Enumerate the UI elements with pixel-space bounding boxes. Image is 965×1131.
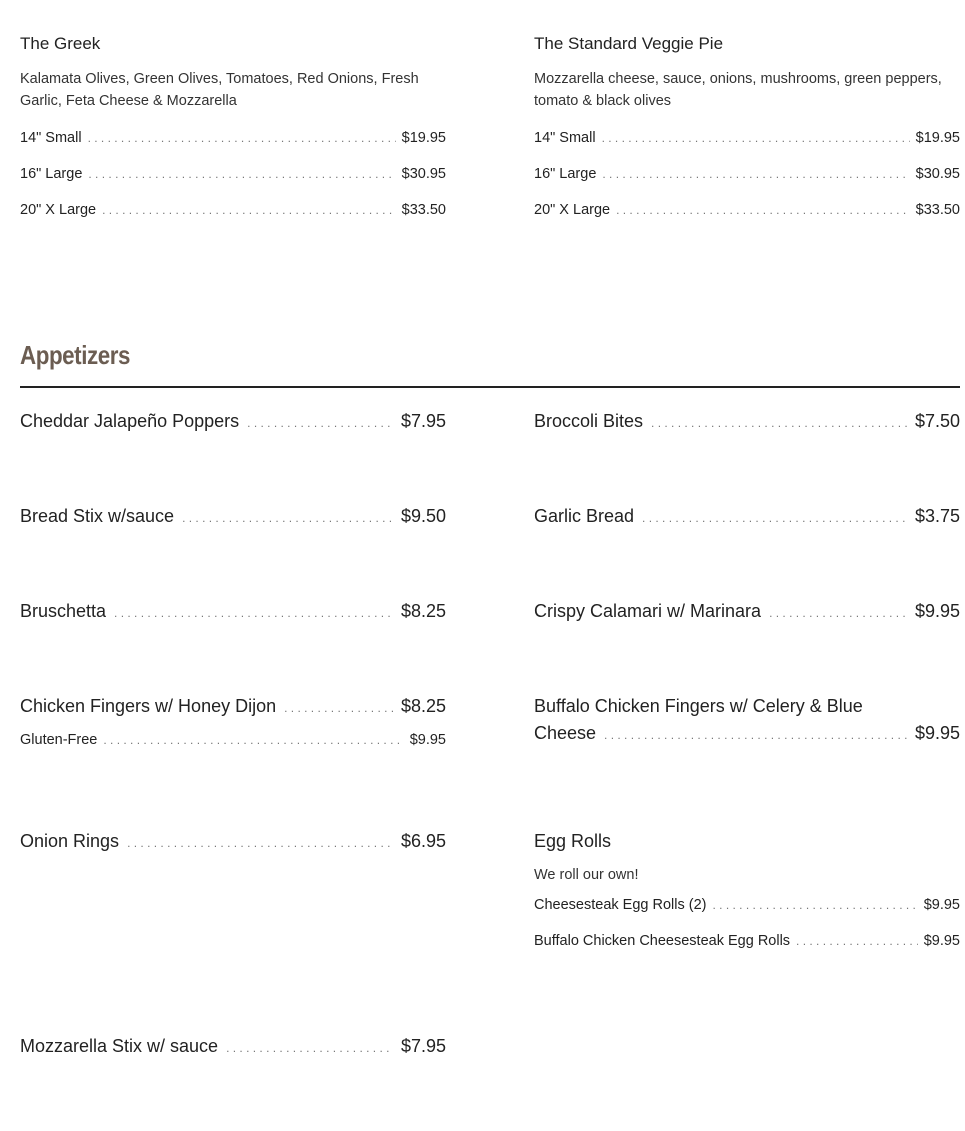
appetizer-price: $9.95 [914, 601, 960, 621]
size-label: 16" Large [20, 166, 83, 182]
size-row [20, 156, 446, 192]
dot-leader [651, 410, 907, 437]
appetizer-name: Egg Rolls [534, 831, 612, 851]
size-row [534, 120, 960, 156]
appetizer-price: $7.95 [400, 411, 446, 431]
appetizer-name: Crispy Calamari w/ Marinara [534, 601, 762, 621]
size-price: $30.95 [401, 166, 446, 182]
size-price: $33.50 [401, 202, 446, 218]
dot-leader [796, 923, 918, 959]
appetizer-item [534, 408, 960, 437]
pizza-description: Kalamata Olives, Green Olives, Tomatoes, Red Onions, Fresh Garlic, Feta Cheese & Mozzarella [20, 71, 419, 109]
appetizer-item [20, 828, 446, 857]
size-price: $30.95 [915, 166, 960, 182]
appetizer-price: $6.95 [400, 831, 446, 851]
option-label: Buffalo Chicken Cheesesteak Egg Rolls [534, 933, 791, 949]
appetizer-name: Broccoli Bites [534, 411, 644, 431]
appetizer-price: $9.50 [400, 506, 446, 526]
appetizer-name-line1: Buffalo Chicken Fingers w/ Celery & Blue [534, 696, 863, 716]
appetizer-item-egg-rolls [534, 828, 960, 959]
dot-leader [226, 1035, 393, 1062]
option-label: Gluten-Free [20, 732, 98, 748]
appetizer-item [20, 598, 446, 627]
dot-leader [616, 192, 910, 228]
section-divider [20, 386, 960, 388]
appetizer-option-row [534, 887, 960, 923]
section-title-appetizers: Appetizers [20, 340, 131, 370]
pizza-description: Mozzarella cheese, sauce, onions, mushrooms, green peppers, tomato & black olives [534, 71, 942, 109]
size-row [534, 156, 960, 192]
appetizer-price: $9.95 [914, 723, 960, 743]
option-price: $9.95 [923, 897, 960, 913]
appetizer-name: Bread Stix w/sauce [20, 506, 175, 526]
size-row [20, 120, 446, 156]
pizza-name: The Greek [20, 34, 101, 53]
size-price: $33.50 [915, 202, 960, 218]
appetizer-option-row [534, 923, 960, 959]
size-label: 20" X Large [534, 202, 611, 218]
pizza-card-veggie [534, 34, 960, 228]
dot-leader [602, 120, 910, 156]
size-price: $19.95 [401, 130, 446, 146]
dot-leader [602, 156, 909, 192]
size-row [534, 192, 960, 228]
dot-leader [103, 722, 403, 758]
dot-leader [114, 600, 393, 627]
dot-leader [247, 410, 393, 437]
dot-leader [127, 830, 393, 857]
appetizer-option-row [20, 722, 446, 758]
size-label: 14" Small [20, 130, 82, 146]
appetizer-price: $8.25 [400, 601, 446, 621]
appetizer-price: $8.25 [400, 696, 446, 716]
appetizer-item [20, 408, 446, 437]
dot-leader [88, 156, 395, 192]
pizza-card-greek [20, 34, 446, 228]
appetizer-price: $3.75 [914, 506, 960, 526]
appetizer-name: Mozzarella Stix w/ sauce [20, 1036, 219, 1056]
appetizer-note: We roll our own! [534, 867, 639, 883]
size-row [20, 192, 446, 228]
dot-leader [712, 887, 917, 923]
dot-leader [769, 600, 907, 627]
option-price: $9.95 [923, 933, 960, 949]
appetizer-name: Bruschetta [20, 601, 107, 621]
appetizer-name: Cheddar Jalapeño Poppers [20, 411, 240, 431]
appetizer-item [534, 693, 960, 749]
dot-leader [604, 722, 907, 749]
appetizer-item [20, 693, 446, 758]
appetizer-name: Garlic Bread [534, 506, 635, 526]
appetizer-item [534, 598, 960, 627]
appetizer-name: Chicken Fingers w/ Honey Dijon [20, 696, 277, 716]
appetizer-price: $7.95 [400, 1036, 446, 1056]
appetizer-item [20, 1033, 446, 1062]
pizza-name: The Standard Veggie Pie [534, 34, 724, 53]
option-label: Cheesesteak Egg Rolls (2) [534, 897, 707, 913]
appetizer-price: $7.50 [914, 411, 960, 431]
dot-leader [284, 695, 393, 722]
size-label: 16" Large [534, 166, 597, 182]
size-price: $19.95 [915, 130, 960, 146]
appetizer-item [534, 503, 960, 532]
dot-leader [182, 505, 393, 532]
appetizer-name-line2: Cheese [534, 723, 597, 743]
appetizer-item [20, 503, 446, 532]
dot-leader [642, 505, 907, 532]
dot-leader [102, 192, 396, 228]
appetizer-name: Onion Rings [20, 831, 120, 851]
size-label: 20" X Large [20, 202, 97, 218]
dot-leader [88, 120, 396, 156]
size-label: 14" Small [534, 130, 596, 146]
option-price: $9.95 [409, 732, 446, 748]
